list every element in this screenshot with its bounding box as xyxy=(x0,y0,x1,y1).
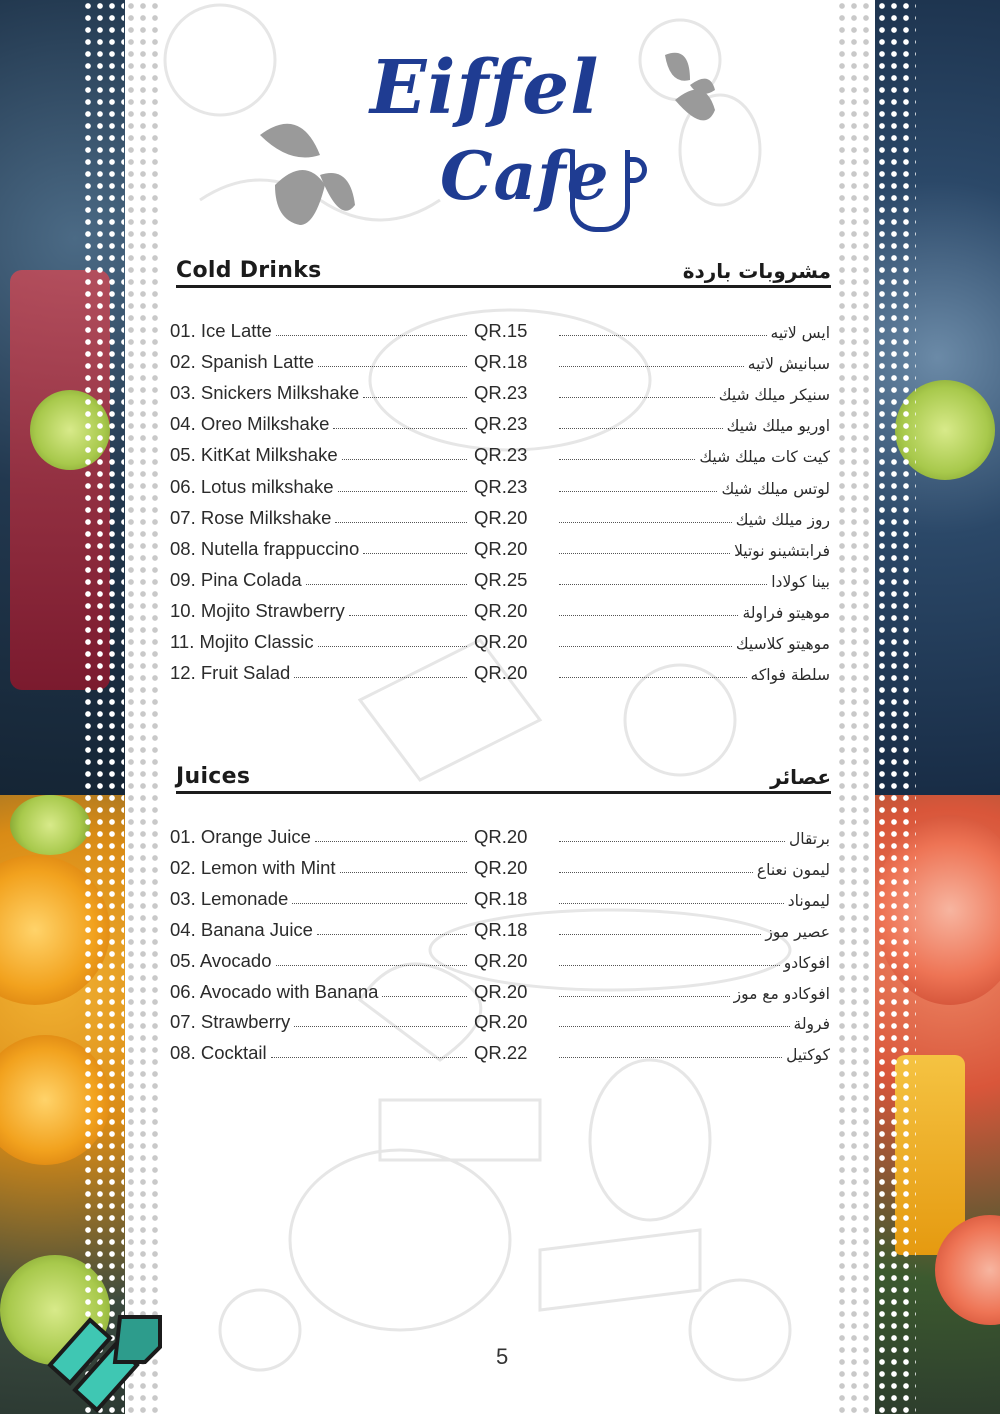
menu-item-row xyxy=(170,534,830,560)
item-name-ar: سنيكر ميلك شيك xyxy=(718,386,830,405)
item-name-en-cell xyxy=(170,347,470,373)
item-name-ar: فرولة xyxy=(793,1015,830,1034)
item-price: QR.20 xyxy=(474,949,528,971)
menu-item-row xyxy=(170,977,830,1003)
item-price: QR.15 xyxy=(474,320,528,341)
page-number: 5 xyxy=(496,1344,509,1369)
item-name-en-cell xyxy=(170,627,470,653)
item-name-ar: موهيتو كلاسيك xyxy=(735,635,830,653)
item-name-en: 07. Rose Milkshake xyxy=(170,506,332,528)
dotted-leader xyxy=(342,459,467,460)
item-name-en: 04. Banana Juice xyxy=(170,918,313,940)
dotted-leader xyxy=(559,934,761,935)
menu-item-row xyxy=(170,565,830,591)
item-name-en: 03. Lemonade xyxy=(170,887,289,909)
item-name-en-cell xyxy=(170,915,470,941)
item-name-ar: افوكادو مع موز xyxy=(733,984,830,1003)
dotted-leader xyxy=(559,335,767,336)
item-price: QR.20 xyxy=(474,537,528,559)
item-name-en-cell xyxy=(170,946,470,972)
item-price: QR.22 xyxy=(474,1042,528,1064)
dotted-leader xyxy=(559,872,753,873)
item-name-ar-cell xyxy=(555,1007,830,1033)
item-name-en: 08. Nutella frappuccino xyxy=(170,537,360,559)
menu-item-row xyxy=(170,347,830,373)
item-name-ar-cell xyxy=(555,1038,830,1064)
item-name-en: 04. Oreo Milkshake xyxy=(170,413,330,435)
item-name-ar-cell xyxy=(555,472,830,498)
item-name-en-cell xyxy=(170,596,470,622)
dot-pattern-left xyxy=(125,0,161,1414)
item-name-en-cell xyxy=(170,534,470,560)
item-name-ar: افوكادو xyxy=(783,953,830,972)
item-name-en-cell xyxy=(170,316,470,342)
item-name-en-cell xyxy=(170,440,470,466)
eiffel-cafe-logo xyxy=(250,45,720,245)
menu-item-row xyxy=(170,822,830,848)
lemon-slice xyxy=(10,795,90,855)
item-name-ar: كوكتيل xyxy=(786,1046,830,1065)
item-name-en-cell xyxy=(170,1007,470,1033)
item-name-en: 12. Fruit Salad xyxy=(170,662,291,684)
logo-word-cafe: Cafe xyxy=(440,137,610,215)
dotted-leader xyxy=(318,646,467,647)
item-name-ar: عصير موز xyxy=(765,922,830,941)
item-name-ar: روز ميلك شيك xyxy=(735,510,830,529)
item-price: QR.18 xyxy=(474,351,528,373)
dotted-leader xyxy=(559,677,747,678)
item-price: QR.20 xyxy=(474,1011,528,1033)
cold-drinks-title-en: Cold Drinks xyxy=(176,258,322,283)
item-name-ar-cell xyxy=(555,378,830,404)
menu-item-row xyxy=(170,946,830,972)
dotted-leader xyxy=(559,584,767,585)
item-name-en: 03. Snickers Milkshake xyxy=(170,382,360,404)
dotted-leader xyxy=(294,677,467,678)
coffee-splash-icon xyxy=(250,115,360,235)
item-name-en: 11. Mojito Classic xyxy=(170,631,314,652)
item-price: QR.20 xyxy=(474,662,528,684)
dotted-leader xyxy=(559,491,717,492)
dotted-leader xyxy=(363,553,467,554)
menu-item-row xyxy=(170,472,830,498)
brand-logo-icon xyxy=(40,1305,170,1414)
menu-item-row xyxy=(170,658,830,684)
dotted-leader xyxy=(306,584,467,585)
dotted-leader xyxy=(338,491,467,492)
item-name-ar: ايس لاتيه xyxy=(770,324,830,342)
item-name-ar: سبانيش لاتيه xyxy=(747,355,830,374)
item-price: QR.20 xyxy=(474,631,528,652)
menu-item-row xyxy=(170,627,830,653)
item-name-en-cell xyxy=(170,853,470,879)
item-name-ar-cell xyxy=(555,596,830,622)
dotted-leader xyxy=(340,872,467,873)
menu-item-row xyxy=(170,409,830,435)
dotted-leader xyxy=(363,397,467,398)
menu-item-row xyxy=(170,378,830,404)
dotted-leader xyxy=(276,965,468,966)
coffee-cup-icon xyxy=(570,150,630,232)
item-price: QR.23 xyxy=(474,444,528,466)
dotted-leader xyxy=(559,522,732,523)
menu-item-row xyxy=(170,853,830,879)
cold-drinks-title-ar: مشروبات باردة xyxy=(682,259,831,283)
cup-handle-icon xyxy=(625,157,647,183)
item-name-ar-cell xyxy=(555,534,830,560)
item-name-en: 06. Avocado with Banana xyxy=(170,980,379,1002)
dot-pattern-left-outer xyxy=(82,0,124,1414)
item-price: QR.20 xyxy=(474,599,528,621)
coffee-splash-icon xyxy=(655,45,720,140)
dotted-leader xyxy=(559,1026,790,1027)
dot-pattern-right xyxy=(836,0,872,1414)
item-name-ar: برتقال xyxy=(788,830,830,848)
item-name-ar: موهيتو فراولة xyxy=(742,603,830,622)
item-name-en: 01. Orange Juice xyxy=(170,826,311,847)
item-name-ar-cell xyxy=(555,627,830,653)
item-price: QR.20 xyxy=(474,506,528,528)
dotted-leader xyxy=(559,366,744,367)
juices-title-ar: عصائر xyxy=(770,765,831,789)
menu-item-row xyxy=(170,503,830,529)
dotted-leader xyxy=(349,615,467,616)
menu-item-row xyxy=(170,1007,830,1033)
cold-drinks-header xyxy=(176,258,831,288)
menu-item-row xyxy=(170,596,830,622)
item-name-en-cell xyxy=(170,822,470,848)
dotted-leader xyxy=(315,841,467,842)
item-name-ar-cell xyxy=(555,440,830,466)
item-name-en: 06. Lotus milkshake xyxy=(170,475,334,497)
item-name-ar: فرابتشينو نوتيلا xyxy=(734,541,830,560)
item-name-en-cell xyxy=(170,884,470,910)
item-name-ar-cell xyxy=(555,316,830,342)
item-name-ar: لوتس ميلك شيك xyxy=(721,479,830,498)
item-name-ar-cell xyxy=(555,946,830,972)
menu-item-row xyxy=(170,316,830,342)
juices-title-en: Juices xyxy=(176,764,251,789)
item-name-ar-cell xyxy=(555,884,830,910)
menu-item-row xyxy=(170,440,830,466)
item-name-en: 05. Avocado xyxy=(170,949,272,971)
dotted-leader xyxy=(559,1057,782,1058)
item-name-ar: سلطة فواكه xyxy=(750,666,830,685)
dotted-leader xyxy=(276,335,467,336)
item-name-en: 08. Cocktail xyxy=(170,1042,267,1064)
dotted-leader xyxy=(559,397,715,398)
menu-item-row xyxy=(170,884,830,910)
item-name-en: 09. Pina Colada xyxy=(170,568,302,590)
item-name-ar-cell xyxy=(555,853,830,879)
item-name-en: 02. Lemon with Mint xyxy=(170,856,336,878)
dotted-leader xyxy=(559,903,784,904)
dotted-leader xyxy=(559,428,723,429)
item-name-en: 07. Strawberry xyxy=(170,1011,291,1033)
dotted-leader xyxy=(318,366,467,367)
item-name-en: 05. KitKat Milkshake xyxy=(170,444,338,466)
dotted-leader xyxy=(559,996,730,997)
item-name-en-cell xyxy=(170,503,470,529)
item-price: QR.18 xyxy=(474,918,528,940)
item-name-ar: اوريو ميلك شيك xyxy=(726,417,830,436)
item-price: QR.23 xyxy=(474,382,528,404)
dot-pattern-right-outer xyxy=(876,0,916,1414)
item-name-ar-cell xyxy=(555,658,830,684)
dotted-leader xyxy=(292,903,467,904)
dotted-leader xyxy=(559,459,695,460)
item-name-ar: بينا كولادا xyxy=(771,572,830,591)
item-name-en-cell xyxy=(170,658,470,684)
juices-header xyxy=(176,764,831,794)
item-name-ar: ليمون نعناع xyxy=(756,860,830,879)
item-price: QR.20 xyxy=(474,856,528,878)
item-name-ar-cell xyxy=(555,409,830,435)
item-name-en-cell xyxy=(170,472,470,498)
dotted-leader xyxy=(317,934,467,935)
item-price: QR.25 xyxy=(474,568,528,590)
dotted-leader xyxy=(271,1057,467,1058)
item-price: QR.23 xyxy=(474,413,528,435)
item-name-en-cell xyxy=(170,1038,470,1064)
item-price: QR.20 xyxy=(474,826,528,847)
item-name-en: 10. Mojito Strawberry xyxy=(170,599,345,621)
item-name-en-cell xyxy=(170,378,470,404)
item-name-en: 01. Ice Latte xyxy=(170,320,272,341)
dotted-leader xyxy=(559,646,732,647)
item-price: QR.23 xyxy=(474,475,528,497)
item-name-ar-cell xyxy=(555,822,830,848)
item-name-ar-cell xyxy=(555,503,830,529)
item-name-ar-cell xyxy=(555,915,830,941)
dotted-leader xyxy=(559,965,780,966)
item-name-en-cell xyxy=(170,409,470,435)
item-name-ar-cell xyxy=(555,565,830,591)
item-price: QR.18 xyxy=(474,887,528,909)
dotted-leader xyxy=(335,522,467,523)
item-name-en-cell xyxy=(170,977,470,1003)
dotted-leader xyxy=(382,996,467,997)
menu-item-row xyxy=(170,1038,830,1064)
menu-item-row xyxy=(170,915,830,941)
dotted-leader xyxy=(294,1026,467,1027)
dotted-leader xyxy=(559,841,785,842)
item-name-ar: كيت كات ميلك شيك xyxy=(699,448,830,467)
item-name-en: 02. Spanish Latte xyxy=(170,351,314,373)
logo-word-eiffel: Eiffel xyxy=(370,45,600,131)
item-price: QR.20 xyxy=(474,980,528,1002)
dotted-leader xyxy=(559,615,738,616)
dotted-leader xyxy=(333,428,467,429)
item-name-ar: ليموناد xyxy=(787,891,830,910)
dotted-leader xyxy=(559,553,730,554)
item-name-ar-cell xyxy=(555,347,830,373)
item-name-ar-cell xyxy=(555,977,830,1003)
item-name-en-cell xyxy=(170,565,470,591)
